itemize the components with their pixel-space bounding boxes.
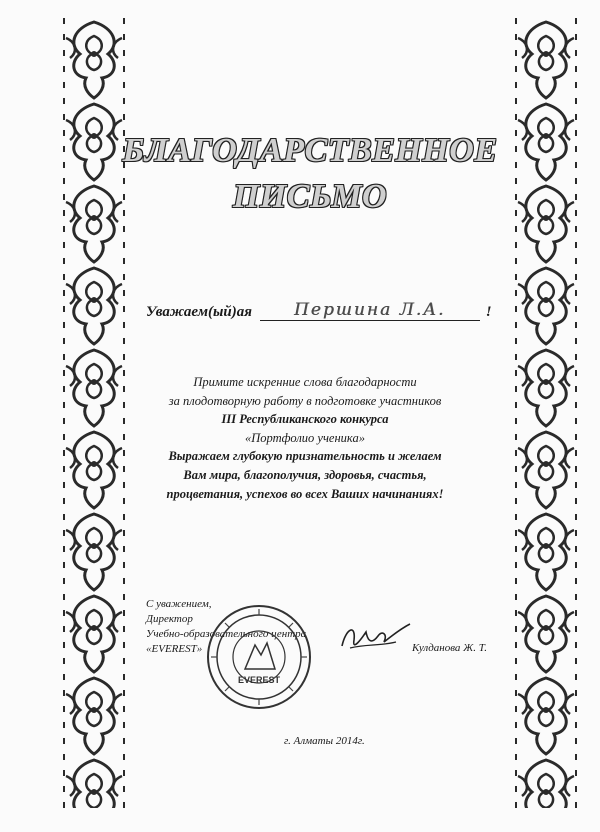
body-line: III Республиканского конкурса (221, 412, 389, 427)
greeting-prefix: Уважаем(ый)ая (146, 304, 252, 320)
city-and-year: г. Алматы 2014г. (284, 735, 365, 747)
body-line: Выражаем глубокую признательность и желаем (168, 449, 442, 464)
closing-line: С уважением, (146, 598, 212, 610)
body-line: Примите искренние слова благодарности (193, 375, 417, 389)
signatory-name: Кулданова Ж. Т. (412, 642, 487, 654)
closing-line: Директор (146, 613, 193, 625)
closing-line: Учебно-образовательного центра (146, 628, 307, 640)
body-line: за плодотворную работу в подготовке участников (168, 393, 442, 408)
letter-body (140, 373, 470, 503)
recipient-name: Першина Л.А. (293, 300, 446, 320)
body-line: Вам мира, благополучия, здоровья, счастья, (183, 467, 427, 482)
right-ornament-border (514, 18, 578, 808)
document-title-line1: БЛАГОДАРСТВЕННОЕ (122, 132, 498, 169)
greeting-suffix: ! (485, 304, 492, 320)
document-title-line2: ПИСЬМО (232, 178, 388, 215)
handwritten-signature (336, 618, 416, 658)
body-line: «Портфолио ученика» (245, 430, 365, 445)
greeting-line (146, 300, 526, 321)
body-line: процветания, успехов во всех Ваших начинаниях! (166, 486, 444, 501)
official-stamp (205, 603, 313, 711)
recipient-name-field (260, 300, 480, 321)
closing-line: «EVEREST» (146, 643, 203, 655)
stamp-label: EVEREST (237, 675, 281, 685)
